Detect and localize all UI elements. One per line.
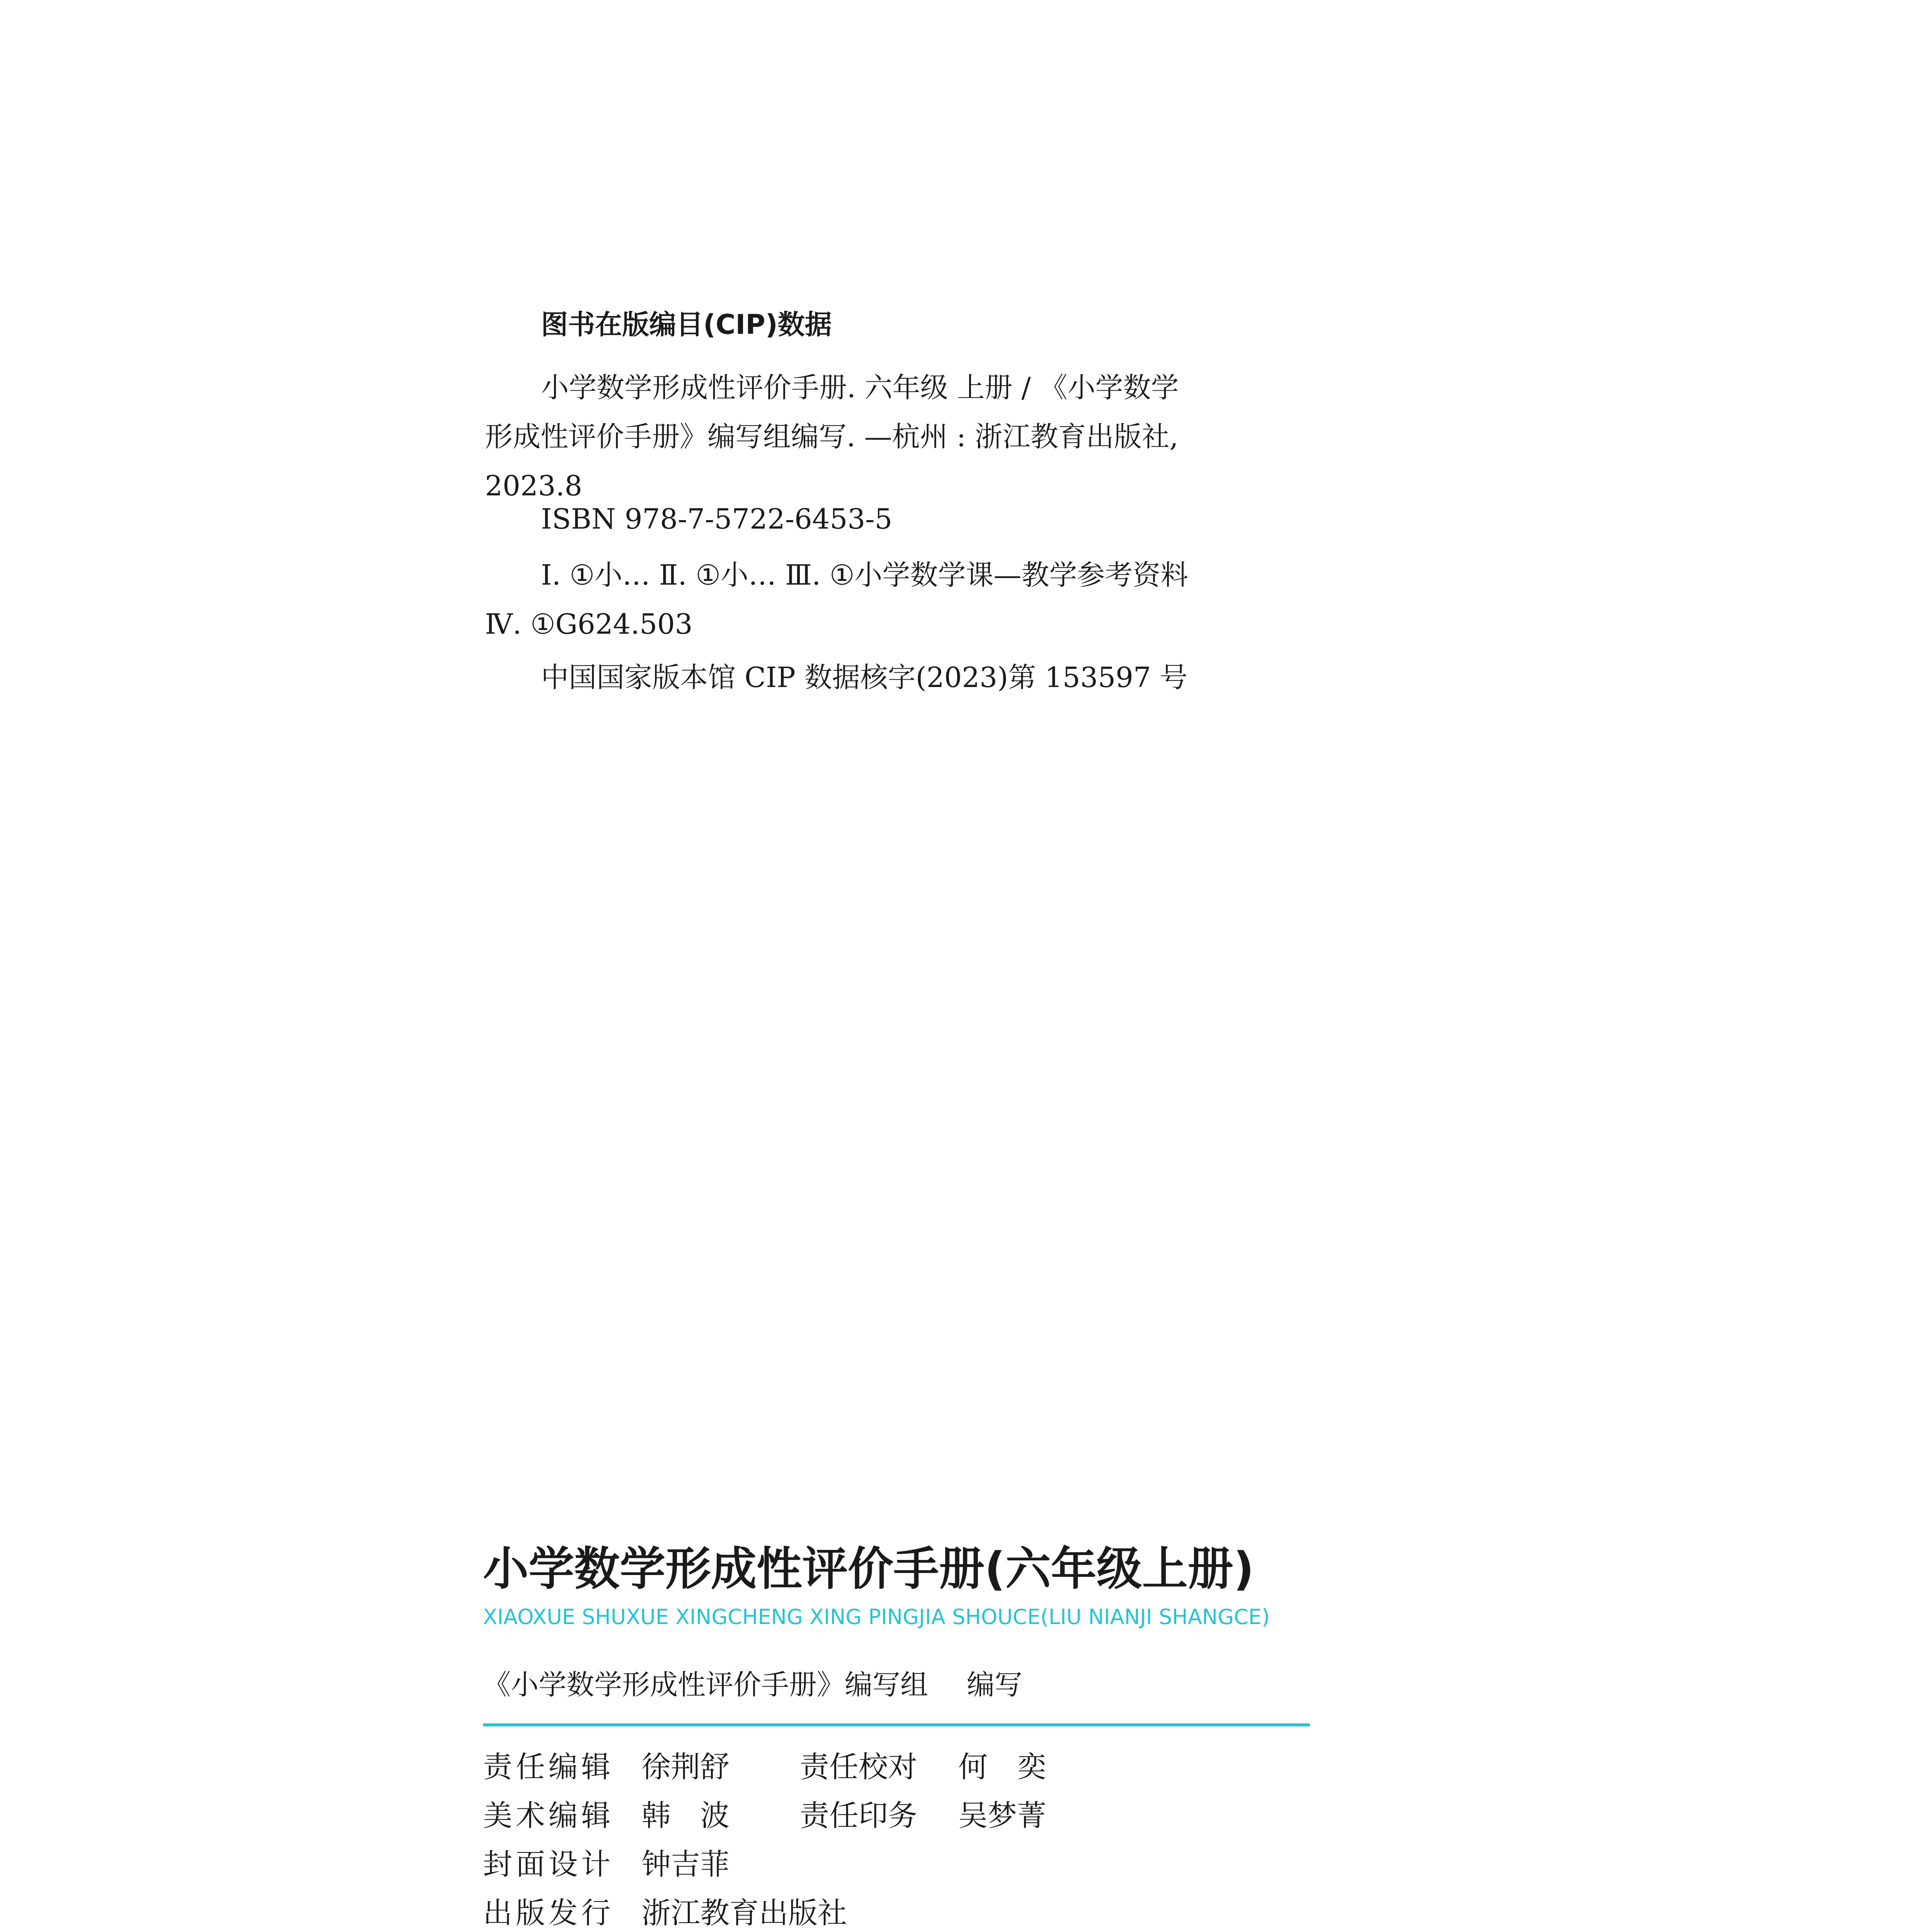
colophon-row — [483, 1791, 1310, 1840]
cip-check-number: 中国国家版本馆 CIP 数据核字(2023)第 153597 号 — [541, 661, 1188, 694]
proofreader-label: 责任校对 — [800, 1750, 917, 1784]
book-title-pinyin: XIAOXUE SHUXUE XINGCHENG XING PINGJIA SHOUCE(LIU NIANJI SHANGCE) — [483, 1605, 1270, 1629]
publisher-value: 浙江教育出版社 — [641, 1896, 847, 1930]
editor-group: 《小学数学形成性评价手册》编写组 — [483, 1668, 928, 1701]
responsible-editor-label: 责任编辑 — [483, 1750, 610, 1784]
print-manager-value: 吴梦菁 — [958, 1798, 1046, 1833]
art-editor-value: 韩 波 — [641, 1798, 730, 1833]
cip-heading: 图书在版编目(CIP)数据 — [541, 309, 832, 340]
cip-entry: 小学数学形成性评价手册. 六年级 上册 / 《小学数学形成性评价手册》编写组编写. —杭州 : 浙江教育出版社, 2023.8 — [485, 371, 1179, 502]
print-manager-label: 责任印务 — [800, 1798, 917, 1833]
colophon-row — [483, 1743, 1310, 1791]
colophon — [483, 1743, 1310, 1932]
publisher-label: 出版发行 — [483, 1896, 610, 1930]
responsible-editor-value: 徐荆舒 — [641, 1750, 730, 1784]
art-editor-label: 美术编辑 — [483, 1798, 610, 1833]
cip-isbn: ISBN 978-7-5722-6453-5 — [541, 503, 893, 535]
colophon-row — [483, 1889, 1310, 1932]
book-title: 小学数学形成性评价手册(六年级上册) — [483, 1542, 1254, 1595]
cover-design-label: 封面设计 — [483, 1847, 610, 1881]
divider-top — [483, 1723, 1310, 1726]
editor-credit — [483, 1663, 1022, 1706]
proofreader-value: 何 奕 — [958, 1750, 1046, 1784]
editor-role: 编写 — [967, 1668, 1023, 1701]
cover-design-value: 钟吉菲 — [641, 1847, 730, 1881]
colophon-row — [483, 1840, 1310, 1889]
cip-classification: Ⅰ. ①小… Ⅱ. ①小… Ⅲ. ①小学数学课—教学参考资料 Ⅳ. ①G624.503 — [485, 559, 1189, 640]
